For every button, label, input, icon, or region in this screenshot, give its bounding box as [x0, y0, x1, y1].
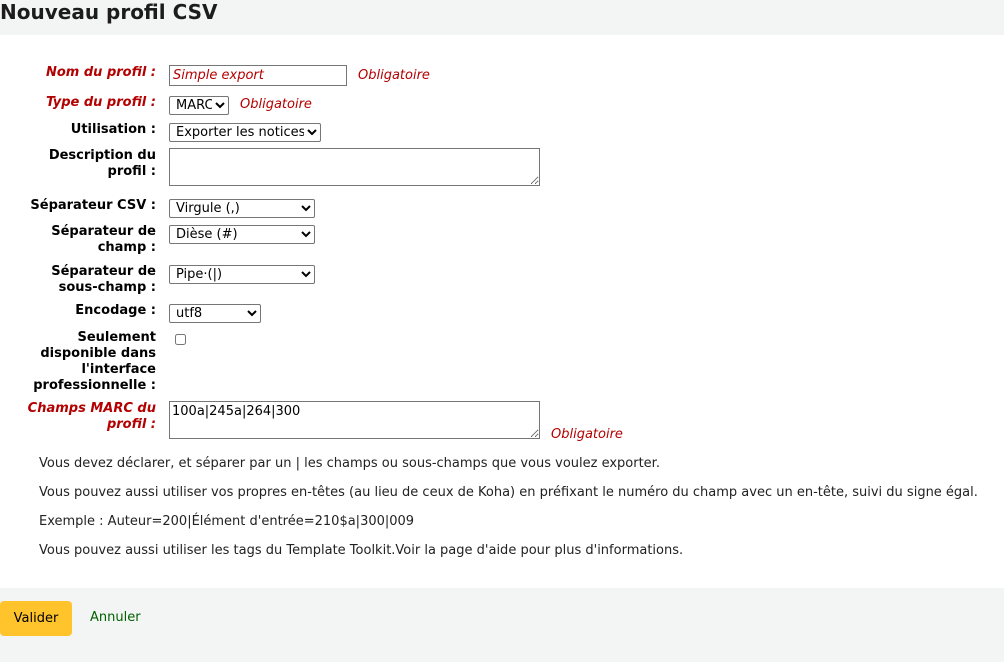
form-actions [0, 588, 1004, 662]
description-textarea[interactable] [169, 148, 540, 186]
csv-separator-select[interactable] [169, 199, 315, 218]
profile-name-required: Obligatoire [358, 68, 430, 83]
profile-name-label: Nom du profil : [45, 65, 156, 80]
usage-select[interactable] [169, 123, 321, 142]
field-separator-select[interactable] [169, 225, 315, 244]
cancel-link[interactable]: Annuler [90, 610, 141, 625]
profile-type-label: Type du profil : [46, 95, 156, 110]
marc-fields-required: Obligatoire [551, 427, 623, 442]
help-line-4: Vous pouvez aussi utiliser les tags du Template Toolkit.Voir la page d'aide pour plus d'informations. [39, 543, 684, 558]
profile-type-select[interactable] [169, 96, 229, 115]
page-title: Nouveau profil CSV [0, 0, 218, 24]
staff-only-label: Seulement disponible dans l'interface professionnelle : [33, 330, 156, 393]
form-panel [0, 35, 1004, 588]
marc-fields-textarea[interactable] [169, 401, 540, 439]
help-line-1: Vous devez déclarer, et séparer par un | les champs ou sous-champs que vous voulez exporter. [39, 456, 660, 471]
description-label: Description du profil : [48, 148, 156, 179]
help-line-3: Exemple : Auteur=200|Élément d'entrée=210$a|300|009 [39, 514, 415, 529]
marc-fields-label: Champs MARC du profil : [27, 401, 156, 432]
field-separator-label: Séparateur de champ : [51, 224, 156, 255]
staff-only-checkbox[interactable] [175, 334, 186, 345]
encoding-select[interactable] [169, 304, 261, 323]
usage-label: Utilisation : [70, 122, 156, 137]
help-line-2: Vous pouvez aussi utiliser vos propres en-têtes (au lieu de ceux de Koha) en préfixant le numéro du champ avec un en-tête, suivi du signe égal. [39, 485, 978, 500]
subfield-separator-select[interactable] [169, 265, 315, 284]
profile-name-input[interactable] [169, 65, 347, 86]
csv-separator-label: Séparateur CSV : [30, 198, 156, 213]
subfield-separator-label: Séparateur de sous-champ : [51, 264, 156, 295]
encoding-label: Encodage : [75, 303, 156, 318]
profile-type-required: Obligatoire [240, 97, 312, 112]
submit-button[interactable]: Valider [0, 601, 72, 636]
